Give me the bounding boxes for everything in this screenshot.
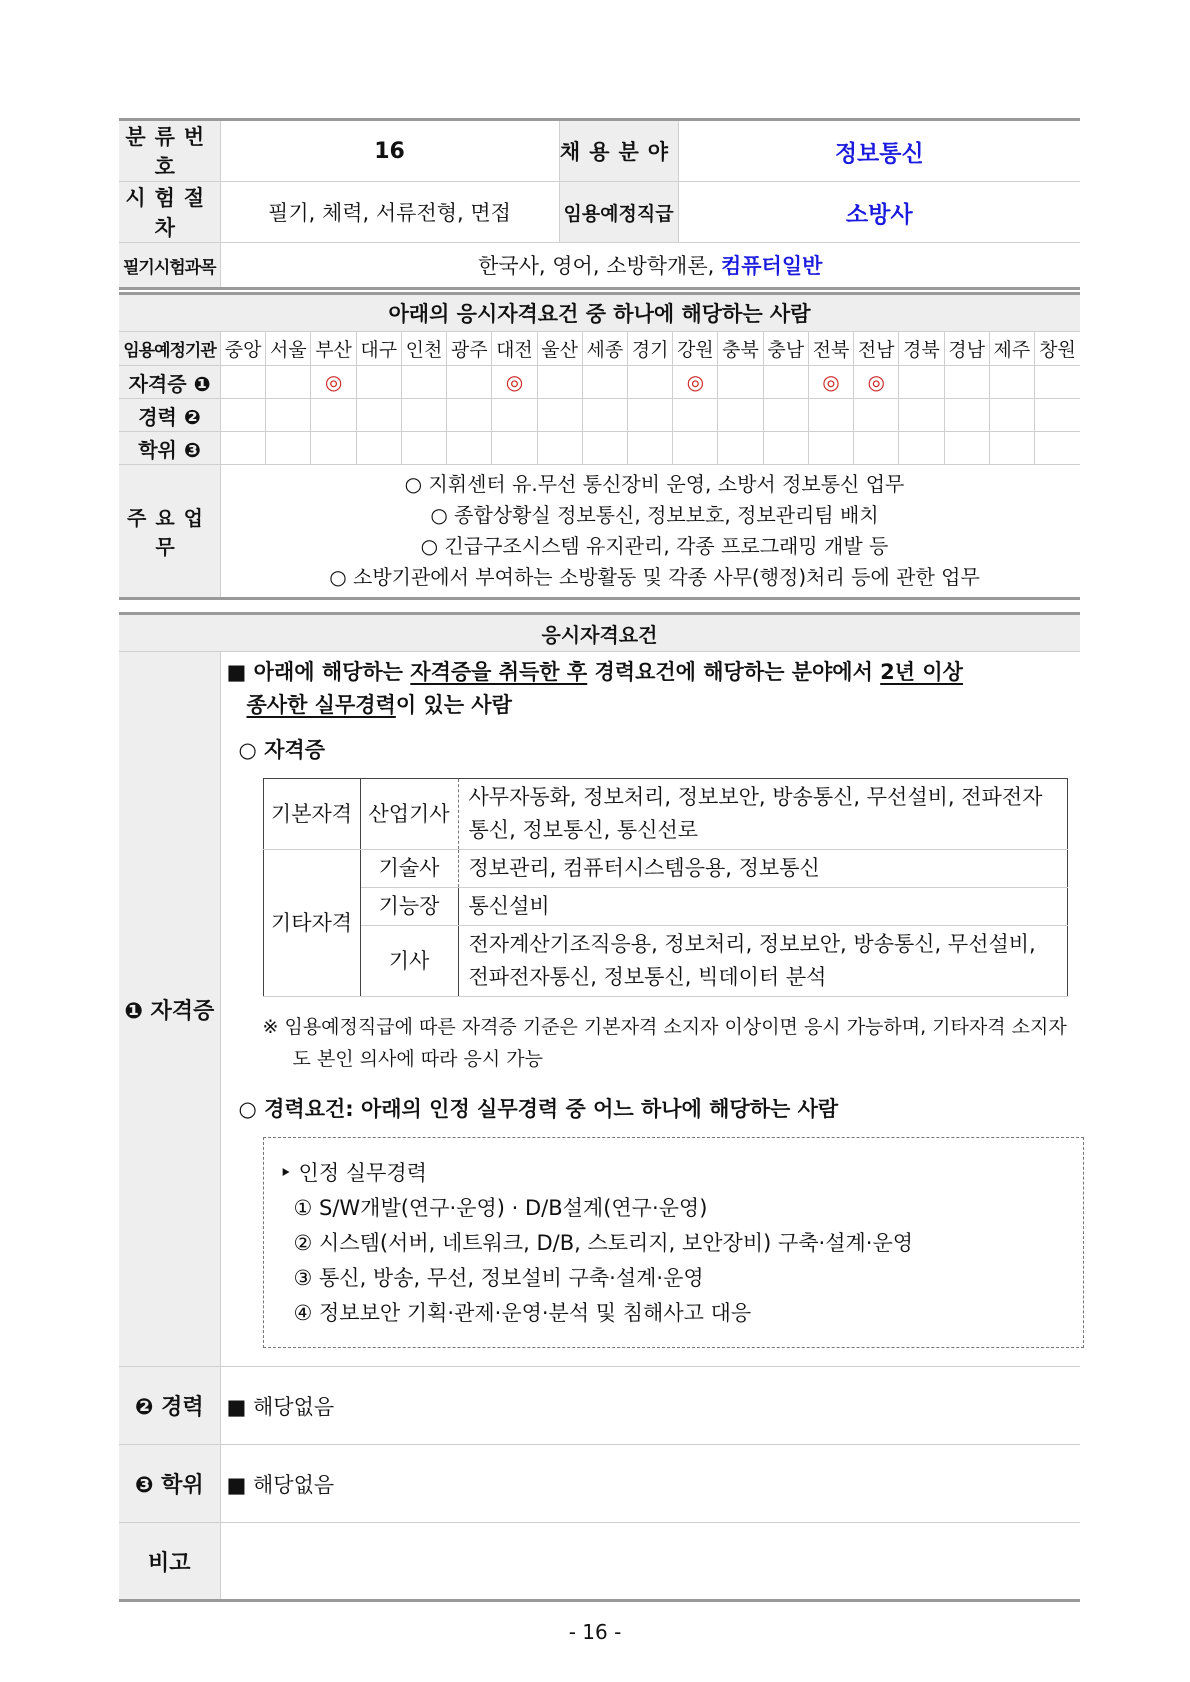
lic-items: 정보관리, 컴퓨터시스템응용, 정보통신: [458, 850, 1067, 888]
info-table: [119, 118, 1080, 290]
mark-cell: [944, 432, 989, 465]
requirements-table: [119, 612, 1080, 1602]
mark-cell: [808, 399, 853, 432]
intro-c: 경력요건에 해당하는 분야에서: [587, 660, 881, 684]
mark-cell: [673, 399, 718, 432]
mark-cell: [808, 432, 853, 465]
mark-cell: [989, 366, 1034, 399]
license-table: [263, 778, 1068, 997]
mark-cell: [627, 399, 672, 432]
mark-cell: [1034, 432, 1080, 465]
career-value: ■ 해당없음: [220, 1367, 1080, 1445]
mark-cell: [718, 399, 763, 432]
mark-cell: [989, 399, 1034, 432]
intro-f: 이 있는 사람: [395, 693, 512, 717]
mark-cell: [492, 399, 537, 432]
lic-basic: 기본자격: [263, 779, 360, 850]
remark-value: [220, 1523, 1080, 1601]
mark-cell: [221, 399, 266, 432]
label-subjects: 필기시험과목: [119, 243, 220, 289]
mark-cell: [899, 366, 944, 399]
lic-items: 전자계산기조직응용, 정보처리, 정보보안, 방송통신, 무선설비, 전파전자통신, 정보통신, 빅데이터 분석: [458, 926, 1067, 997]
mark-cell: [763, 366, 808, 399]
mark-cell: [718, 366, 763, 399]
mark-cell: [763, 432, 808, 465]
region-cell: 제주: [989, 332, 1034, 366]
region-cell: 중앙: [221, 332, 266, 366]
exp-box: [263, 1137, 1084, 1348]
mark-cell: [356, 432, 401, 465]
region-cell: 전남: [854, 332, 899, 366]
exp-heading: ○ 경력요건: 아래의 인정 실무경력 중 어느 하나에 해당하는 사람: [238, 1097, 839, 1121]
eligibility-title: 아래의 응시자격요건 중 하나에 해당하는 사람: [119, 294, 1080, 332]
region-cell: 세종: [582, 332, 627, 366]
degree-value: ■ 해당없음: [220, 1445, 1080, 1523]
region-cell: 울산: [537, 332, 582, 366]
mark-cell: [447, 432, 492, 465]
mark-cell: [266, 432, 311, 465]
region-cell: 경남: [944, 332, 989, 366]
mark-cell: [356, 399, 401, 432]
mark-cell: [944, 366, 989, 399]
mark-cell: [718, 432, 763, 465]
intro-b: 자격증을 취득한 후: [410, 660, 588, 684]
cert-content: [220, 652, 1080, 1367]
label-class-no: 분류번호: [119, 120, 220, 182]
cert-intro: [227, 656, 1071, 722]
document-page: [119, 118, 1080, 1602]
exp-item: ② 시스템(서버, 네트워크, D/B, 스토리지, 보안장비) 구축·설계·운영: [293, 1231, 914, 1255]
region-cell: 경기: [627, 332, 672, 366]
duty-item: ○ 긴급구조시스템 유지관리, 각종 프로그래밍 개발 등: [420, 534, 889, 558]
mark-cell: [447, 399, 492, 432]
region-cell: 충북: [718, 332, 763, 366]
duty-item: ○ 소방기관에서 부여하는 소방활동 및 각종 사무(행정)처리 등에 관한 업무: [329, 565, 980, 589]
region-cell: 대구: [356, 332, 401, 366]
mark-cell: [673, 432, 718, 465]
mark-cell: [944, 399, 989, 432]
region-row: [119, 332, 1080, 366]
mark-cell: [582, 432, 627, 465]
region-cell: 대전: [492, 332, 537, 366]
subjects-value: [220, 243, 1080, 289]
region-cell: 인천: [401, 332, 446, 366]
intro-bullet: ■: [226, 660, 247, 684]
eligible-mark: ◎: [808, 366, 853, 399]
lic-grade: 기술사: [360, 850, 458, 888]
rank-value: 소방사: [678, 182, 1080, 243]
duty-item: ○ 지휘센터 유.무선 통신장비 운영, 소방서 정보통신 업무: [404, 472, 905, 496]
mark-cell: [401, 432, 446, 465]
region-cell: 강원: [673, 332, 718, 366]
mark-row-career: [119, 399, 1080, 432]
mark-cell: [447, 366, 492, 399]
mark-row-degree: [119, 432, 1080, 465]
requirements-title: 응시자격요건: [119, 614, 1080, 652]
cert-note: ※ 임용예정직급에 따른 자격증 기준은 기본자격 소지자 이상이면 응시 가능하며, 기타자격 소지자도 본인 의사에 따라 응시 가능: [262, 1016, 1067, 1070]
mark-cell: [899, 399, 944, 432]
label-field: 채용분야: [559, 120, 678, 182]
row-label-career: 경력 ❷: [119, 399, 221, 432]
page-number: - 16 -: [568, 1620, 622, 1644]
region-cell: 경북: [899, 332, 944, 366]
eligible-mark: ◎: [673, 366, 718, 399]
mark-cell: [537, 399, 582, 432]
exp-title: ‣ 인정 실무경력: [279, 1161, 427, 1185]
mark-cell: [1034, 366, 1080, 399]
duty-item: ○ 종합상황실 정보통신, 정보보호, 정보관리팀 배치: [430, 503, 879, 527]
mark-cell: [627, 432, 672, 465]
lic-grade: 기사: [360, 926, 458, 997]
mark-cell: [627, 366, 672, 399]
region-cell: 서울: [266, 332, 311, 366]
mark-cell: [854, 432, 899, 465]
mark-cell: [221, 366, 266, 399]
eligible-mark: ◎: [492, 366, 537, 399]
duty-list: [221, 465, 1081, 599]
mark-cell: [582, 399, 627, 432]
intro-d: 2년 이상: [880, 660, 963, 684]
mark-cell: [311, 399, 356, 432]
remark-label: 비고: [119, 1523, 220, 1601]
mark-cell: [899, 432, 944, 465]
intro-e: 종사한 실무경력: [246, 693, 396, 717]
mark-cell: [266, 399, 311, 432]
lic-items: 통신설비: [458, 888, 1067, 926]
cert-heading: ○ 자격증: [238, 738, 325, 762]
exp-item: ④ 정보보안 기획·관제·운영·분석 및 침해사고 대응: [293, 1301, 752, 1325]
subjects-plain: 한국사, 영어, 소방학개론,: [478, 254, 721, 278]
exp-item: ① S/W개발(연구·운영) · D/B설계(연구·운영): [293, 1196, 708, 1220]
mark-cell: [401, 366, 446, 399]
mark-cell: [1034, 399, 1080, 432]
field-value: 정보통신: [678, 120, 1080, 182]
mark-cell: [989, 432, 1034, 465]
duty-label: 주요업무: [119, 465, 221, 599]
mark-cell: [582, 366, 627, 399]
label-rank: 임용예정직급: [559, 182, 678, 243]
intro-a: 아래에 해당하는: [253, 660, 411, 684]
subjects-highlight: 컴퓨터일반: [720, 254, 823, 278]
eligibility-table: [119, 292, 1080, 600]
region-cell: 부산: [311, 332, 356, 366]
career-label: ❷ 경력: [119, 1367, 220, 1445]
class-no: 16: [220, 120, 559, 182]
mark-cell: [492, 432, 537, 465]
lic-basic-grade: 산업기사: [360, 779, 458, 850]
region-cell: 창원: [1034, 332, 1080, 366]
row-label-degree: 학위 ❸: [119, 432, 221, 465]
region-cell: 광주: [447, 332, 492, 366]
mark-cell: [401, 399, 446, 432]
mark-cell: [311, 432, 356, 465]
mark-cell: [537, 366, 582, 399]
exp-item: ③ 통신, 방송, 무선, 정보설비 구축·설계·운영: [293, 1266, 704, 1290]
mark-cell: [854, 399, 899, 432]
lic-grade: 기능장: [360, 888, 458, 926]
region-cell: 충남: [763, 332, 808, 366]
cert-label: ❶ 자격증: [119, 652, 220, 1367]
mark-cell: [356, 366, 401, 399]
region-cell: 전북: [808, 332, 853, 366]
procedure-value: 필기, 체력, 서류전형, 면접: [220, 182, 559, 243]
degree-label: ❸ 학위: [119, 1445, 220, 1523]
eligible-mark: ◎: [311, 366, 356, 399]
mark-cell: [221, 432, 266, 465]
label-procedure: 시험절차: [119, 182, 220, 243]
mark-cell: [266, 366, 311, 399]
mark-cell: [537, 432, 582, 465]
mark-row-cert: [119, 366, 1080, 399]
mark-cell: [763, 399, 808, 432]
row-label-cert: 자격증 ❶: [119, 366, 221, 399]
region-label: 임용예정기관: [119, 332, 221, 366]
lic-basic-items: 사무자동화, 정보처리, 정보보안, 방송통신, 무선설비, 전파전자통신, 정보통신, 통신선로: [458, 779, 1067, 850]
lic-other: 기타자격: [263, 850, 360, 997]
eligible-mark: ◎: [854, 366, 899, 399]
